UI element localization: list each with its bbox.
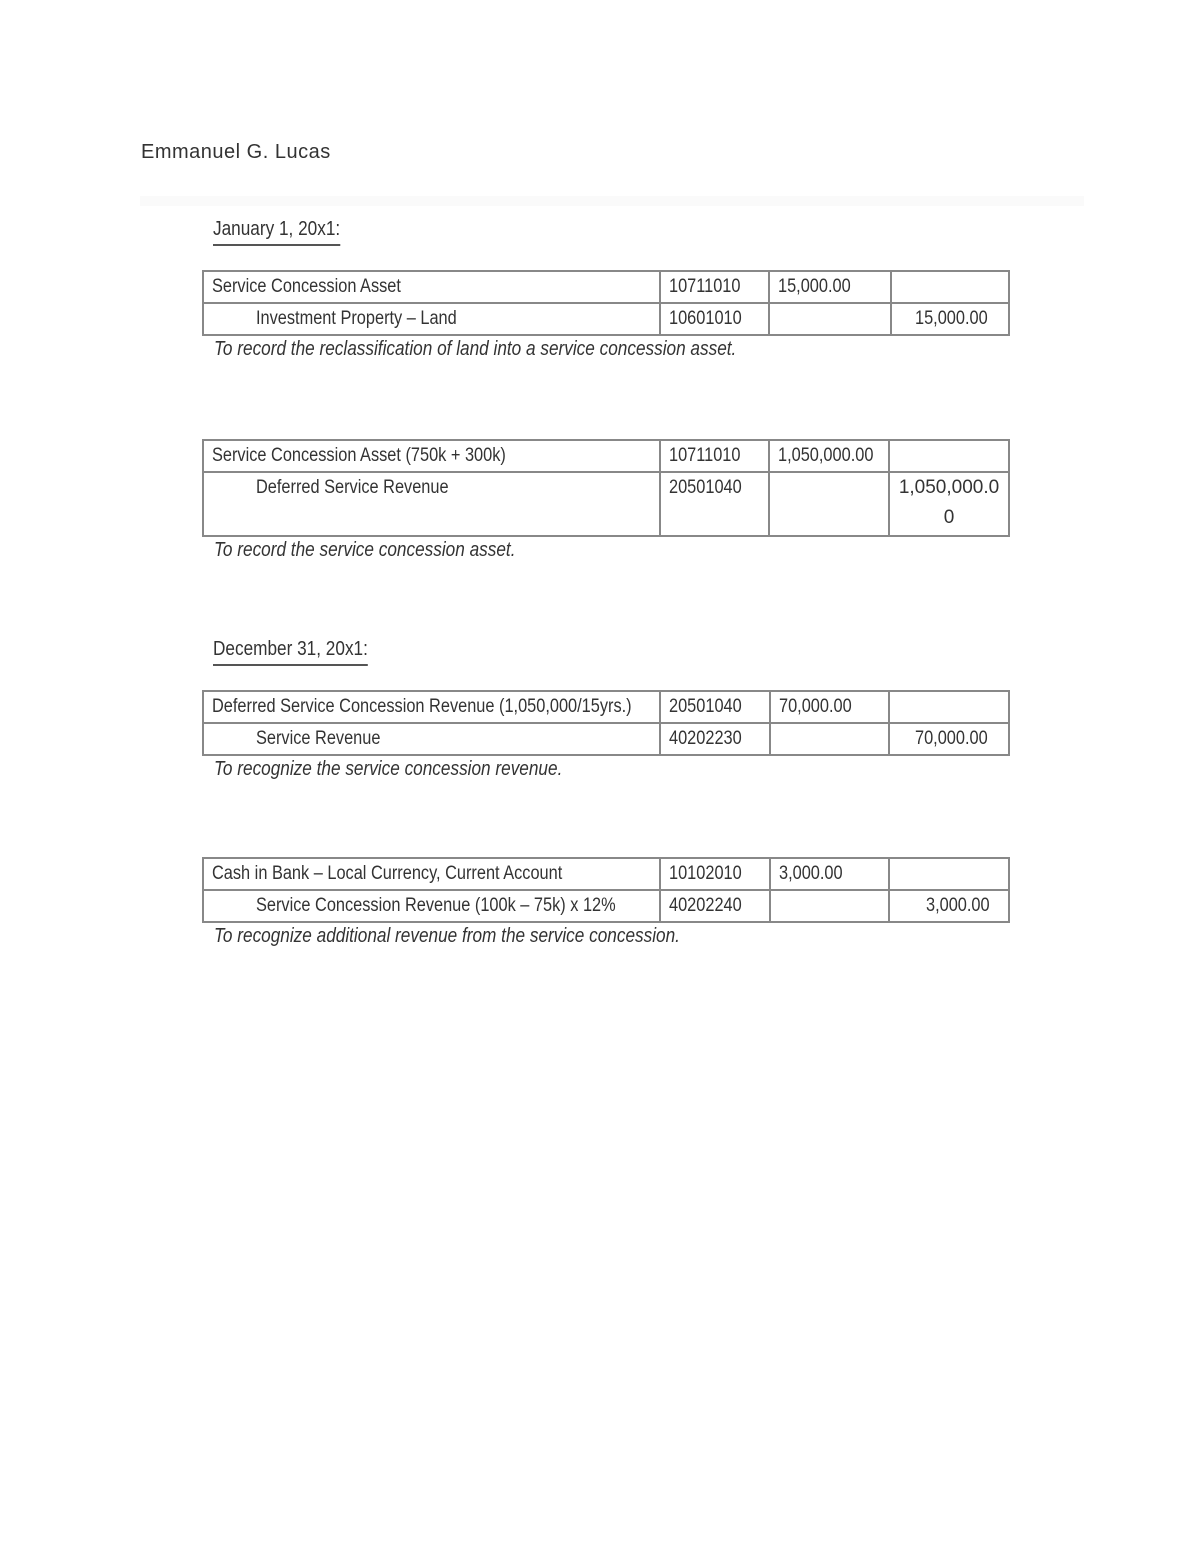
debit-cell: 15,000.00: [769, 271, 891, 303]
journal-entry-table: [202, 857, 1010, 923]
account-code-cell: 10601010: [660, 303, 769, 335]
debit-cell: 1,050,000.00: [769, 440, 889, 472]
journal-entry-reclassification: [202, 270, 1008, 361]
account-code-cell: 20501040: [660, 691, 770, 723]
journal-entry-service-concession-asset: [202, 439, 1008, 562]
account-cell: Service Concession Asset (750k + 300k): [203, 440, 660, 472]
journal-entry-revenue-recognition: [202, 690, 1008, 781]
section-date-dec31: December 31, 20x1:: [213, 638, 368, 666]
credit-cell: [889, 858, 1009, 890]
journal-entry-table: [202, 690, 1010, 756]
account-code-cell: 20501040: [660, 472, 769, 536]
journal-entry-additional-revenue: [202, 857, 1008, 948]
credit-cell: [891, 271, 1009, 303]
table-row: [203, 271, 1009, 303]
account-code-cell: 10711010: [660, 440, 769, 472]
section-date-jan1: January 1, 20x1:: [213, 218, 340, 246]
table-row: [203, 723, 1009, 755]
debit-cell: [770, 723, 889, 755]
debit-cell: 3,000.00: [770, 858, 889, 890]
account-cell: Service Concession Asset: [203, 271, 660, 303]
credit-cell: [889, 440, 1009, 472]
table-row: [203, 472, 1009, 536]
debit-cell: [769, 303, 891, 335]
author-name: Emmanuel G. Lucas: [141, 141, 331, 163]
journal-entry-table: [202, 270, 1010, 336]
account-code-cell: 10102010: [660, 858, 770, 890]
entry-explanation: To recognize the service concession revenue.: [214, 758, 563, 780]
credit-cell: 3,000.00: [889, 890, 1009, 922]
credit-cell: 15,000.00: [891, 303, 1009, 335]
credit-cell: 70,000.00: [889, 723, 1009, 755]
account-cell: Deferred Service Concession Revenue (1,050,000/15yrs.): [203, 691, 660, 723]
account-cell: Deferred Service Revenue: [203, 472, 660, 536]
table-row: [203, 303, 1009, 335]
divider: [140, 196, 1084, 206]
journal-entry-table: [202, 439, 1010, 537]
table-row: [203, 691, 1009, 723]
account-code-cell: 10711010: [660, 271, 769, 303]
account-cell: Cash in Bank – Local Currency, Current Account: [203, 858, 660, 890]
account-code-cell: 40202240: [660, 890, 770, 922]
entry-explanation: To recognize additional revenue from the service concession.: [214, 925, 680, 947]
credit-cell: [889, 691, 1009, 723]
table-row: [203, 858, 1009, 890]
credit-cell: 1,050,000.00: [889, 472, 1009, 536]
entry-explanation: To record the service concession asset.: [214, 539, 516, 561]
entry-explanation: To record the reclassification of land into a service concession asset.: [214, 338, 737, 360]
debit-cell: 70,000.00: [770, 691, 889, 723]
account-cell: Service Concession Revenue (100k – 75k) x 12%: [203, 890, 660, 922]
table-row: [203, 890, 1009, 922]
debit-cell: [769, 472, 889, 536]
table-row: [203, 440, 1009, 472]
account-code-cell: 40202230: [660, 723, 770, 755]
account-cell: Investment Property – Land: [203, 303, 660, 335]
debit-cell: [770, 890, 889, 922]
account-cell: Service Revenue: [203, 723, 660, 755]
